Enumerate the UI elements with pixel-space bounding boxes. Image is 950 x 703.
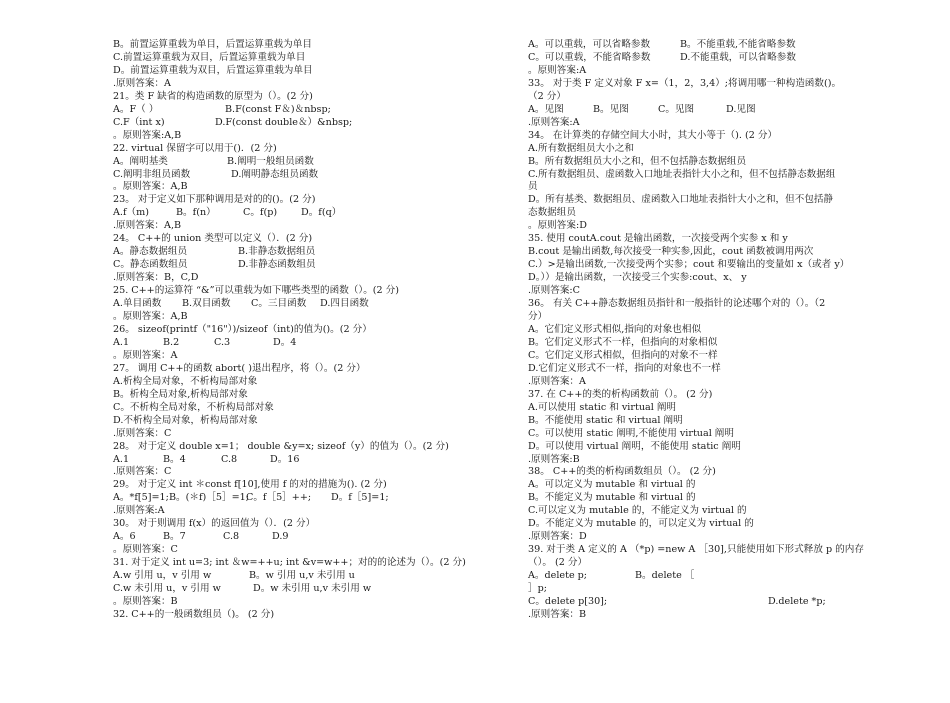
left-option-row	[113, 492, 475, 505]
option-cell: A。F（ ）	[113, 103, 159, 115]
option-cell: D。f(q）	[301, 207, 342, 219]
right-text-line: 39. 对于类 A 定义的 A （*p) =new A ［30],只能使用如下形式释放 p 的内存	[528, 544, 864, 556]
right-text-line: 33。 对于类 F 定义对象 F x=（1，2，3,4）;将调用哪一种构造函数()。	[528, 77, 842, 89]
left-text-line: D.不析构全局对象，析构局部对象	[113, 414, 258, 426]
right-text-line: D。））是输出函数，一次接受三个实参:cout、x、 y	[528, 272, 747, 284]
left-option-row	[113, 583, 475, 596]
right-text-line: D.它们定义形式不一样，指向的对象也不一样	[528, 362, 721, 374]
option-cell: D.9	[272, 531, 289, 543]
option-cell: A。*f[5]=1;	[113, 492, 169, 504]
left-option-row	[113, 454, 475, 467]
left-text-line: 21。类 F 缺省的构造函数的原型为（）。(2 分)	[113, 90, 313, 102]
right-text-line: B。所有数据组员大小之和，但不包括静态数据组员	[528, 155, 747, 167]
right-option-row	[528, 104, 873, 117]
option-cell: D.四目函数	[320, 298, 369, 310]
option-cell: D。4	[273, 336, 297, 348]
left-text-line: 。原则答案：A,B	[113, 181, 188, 193]
right-text-line: 36。 有关 C++静态数据组员指针和一般指针的论述哪个对的（）。（2	[528, 298, 826, 310]
right-text-line: B。不能使用 static 和 virtual 阐明	[528, 414, 683, 426]
option-cell: B.2	[163, 336, 180, 348]
option-cell: B。4	[163, 453, 186, 465]
right-text-line: （）。 (2 分）	[528, 557, 588, 569]
right-text-line: C。它们定义形式相似，但指向的对象不一样	[528, 349, 718, 361]
left-text-line: 。原则答案：A,B	[113, 311, 188, 323]
left-text-line: 24。 C++的 union 类型可以定义（）．(2 分)	[113, 233, 313, 245]
left-text-line: 。原则答案：C	[113, 544, 178, 556]
right-text-line: A.所有数据组员大小之和	[528, 142, 634, 154]
option-cell: A。阐明基类	[113, 155, 168, 167]
left-option-row	[113, 117, 475, 130]
option-cell: D。w 未引用 u,v 未引用 w	[253, 583, 372, 595]
left-option-row	[113, 156, 475, 169]
left-text-line: .原则答案：A	[113, 77, 171, 89]
option-cell: A.1	[113, 453, 130, 465]
left-option-row	[113, 259, 475, 272]
left-text-line: 28。 对于定义 double x=1； double &y=x; sizeof（y）的值为（）。(2 分)	[113, 440, 449, 452]
option-cell: D.阐明静态组员函数	[231, 168, 319, 180]
option-cell: B。(＊f)［5］=1;	[169, 492, 249, 504]
option-cell: B.阐明一般组员函数	[227, 155, 314, 167]
right-option-row	[528, 39, 873, 52]
left-option-row	[113, 246, 475, 259]
option-cell: A。静态数据组员	[113, 246, 188, 258]
left-text-line: 。原则答案：A	[113, 349, 178, 361]
option-cell: C.8	[223, 531, 240, 543]
left-text-line: A.析构全局对象，不析构局部对象	[113, 375, 258, 387]
option-cell: B。f(n）	[176, 207, 216, 219]
right-text-line: A。可以定义为 mutable 和 virtual 的	[528, 479, 696, 491]
right-text-line: 37. 在 C++的类的析构函数前（）。 (2 分)	[528, 388, 713, 400]
option-cell: C.3	[214, 336, 231, 348]
right-text-line: 。原则答案:D	[528, 220, 587, 232]
right-text-line: D。不能定义为 mutable 的，可以定义为 virtual 的	[528, 518, 754, 530]
left-text-line: 30。 对于则调用 f(x）的返回值为（）．(2 分）	[113, 518, 316, 530]
right-text-line: B.cout 是输出函数,每次接受一种实参,因此，cout 函数被调用两次	[528, 246, 814, 258]
left-text-line: .原则答案：C	[113, 427, 172, 439]
option-cell: D。f［5]=1;	[331, 492, 389, 504]
left-text-line: B。析构全局对象,析构局部对象	[113, 388, 248, 400]
left-text-line: C。不析构全局对象，不析构局部对象	[113, 401, 274, 413]
left-option-row	[113, 298, 475, 311]
option-cell: C。可以重载，不能省略参数	[528, 51, 651, 63]
option-cell: A.1	[113, 336, 130, 348]
option-cell: C。f［5］++;	[246, 492, 312, 504]
option-cell: C.阐明非组员函数	[113, 168, 191, 180]
option-cell: B。见图	[593, 103, 629, 115]
option-cell: A。见图	[528, 103, 564, 115]
right-text-line: 。原则答案:A	[528, 64, 587, 76]
left-text-line: 。原则答案:A,B	[113, 129, 182, 141]
right-text-line: .原则答案：A	[528, 375, 586, 387]
option-cell: D.见图	[726, 103, 756, 115]
option-cell: C。f(p)	[243, 207, 278, 219]
left-text-line: .原则答案：A,B	[113, 220, 182, 232]
left-text-line: 26。 sizeof(printf（"16"）)/sizeof（int)的值为()。(2 分）	[113, 323, 372, 335]
option-cell: A.w 引用 u，v 引用 w	[113, 570, 212, 582]
option-cell: B。7	[163, 531, 186, 543]
option-cell: C。见图	[658, 103, 695, 115]
left-text-line: D。前置运算重载为双目，后置运算重载为单目	[113, 64, 313, 76]
option-cell: D.delete *p;	[768, 595, 826, 607]
right-text-line: C.所有数据组员、虚函数入口地址表指针大小之和，但不包括静态数据组	[528, 168, 836, 180]
option-cell: C。静态函数组员	[113, 259, 188, 271]
option-cell: B.双目函数	[182, 298, 231, 310]
right-text-line: .原则答案:C	[528, 285, 580, 297]
right-text-line: .原则答案:A	[528, 116, 580, 128]
right-text-line: （2 分）	[528, 90, 566, 102]
right-text-line: .原则答案:B	[528, 453, 580, 465]
right-text-line: B。不能定义为 mutable 和 virtual 的	[528, 492, 696, 504]
left-text-line: 27。 调用 C++的函数 abort( )退出程序，将（）。(2 分）	[113, 362, 366, 374]
option-cell: A。可以重载，可以省略参数	[528, 39, 651, 50]
option-cell: B.非静态数据组员	[238, 246, 316, 258]
right-text-line: 35. 使用 coutA.cout 是输出函数，一次接受两个实参 x 和 y	[528, 233, 788, 245]
right-text-line: C.可以定义为 mutable 的，不能定义为 virtual 的	[528, 505, 747, 517]
option-cell: B。w 引用 u,v 未引用 u	[249, 570, 355, 582]
left-text-line: 25. C++的运算符 “&”可以重载为如下哪些类型的函数（）。(2 分)	[113, 285, 400, 297]
option-cell: C.8	[221, 453, 238, 465]
left-text-line: 。原则答案：B	[113, 595, 178, 607]
option-cell: B。不能重载,不能省略参数	[680, 39, 796, 50]
left-option-row	[113, 169, 475, 182]
right-text-line: 分）	[528, 311, 548, 323]
option-cell: C。delete p[30];	[528, 595, 608, 607]
left-text-line: 32. C++的一般函数组员（)。 (2 分)	[113, 608, 275, 620]
right-text-line: 34。 在计算类的存储空间大小时，其大小等于（). (2 分）	[528, 129, 778, 141]
left-column	[113, 39, 475, 622]
option-cell: D.非静态函数组员	[238, 259, 316, 271]
right-text-line: D。可以使用 virtual 阐明，不能使用 static 阐明	[528, 440, 741, 452]
right-text-line: C.）>是输出函数,一次接受两个实参；cout 和要输出的变量如 x（或者 y）	[528, 259, 850, 271]
right-text-line: 38。 C++的类的析构函数组员（）。 (2 分)	[528, 466, 716, 478]
left-text-line: 31. 对于定义 int u=3; int ＆w=++u; int &v=w++；对的的论述为（）。(2 分)	[113, 557, 466, 569]
left-option-row	[113, 531, 475, 544]
right-text-line: A。它们定义形式相似,指向的对象也相似	[528, 323, 702, 335]
right-option-row	[528, 52, 873, 65]
left-option-row	[113, 104, 475, 117]
left-text-line: 22. virtual 保留字可以用于()．(2 分)	[113, 142, 277, 154]
left-text-line: C.前置运算重载为双目，后置运算重载为单目	[113, 51, 306, 63]
right-text-line: .原则答案：D	[528, 531, 587, 543]
right-text-line: D。所有基类、数据组员、虚函数入口地址表指针大小之和，但不包括静	[528, 194, 834, 206]
right-text-line: A.可以使用 static 和 virtual 阐明	[528, 401, 677, 413]
left-text-line: .原则答案：B，C,D	[113, 272, 199, 284]
left-text-line: 23。 对于定义如下那种调用是对的的()。(2 分)	[113, 194, 316, 206]
right-option-row	[528, 570, 873, 583]
left-option-row	[113, 570, 475, 583]
option-cell: C。三目函数	[251, 298, 307, 310]
left-text-line: .原则答案:A	[113, 505, 165, 517]
option-cell: B。delete ［	[635, 570, 695, 582]
left-option-row	[113, 337, 475, 350]
option-cell: D.不能重载，可以省略参数	[680, 51, 796, 63]
right-text-line: .原则答案：B	[528, 608, 587, 620]
left-text-line: 29。 对于定义 int ＊const f[10],使用 f 的对的措施为(). (2 分)	[113, 479, 387, 491]
right-text-line: B。它们定义形式不一样，但指向的对象相似	[528, 336, 718, 348]
option-cell: A。6	[113, 531, 136, 543]
right-column	[528, 39, 873, 622]
option-cell: C.w 未引用 u，v 引用 w	[113, 583, 221, 595]
option-cell: D.F(const double＆）&nbsp;	[215, 116, 353, 128]
left-option-row	[113, 207, 475, 220]
option-cell: A.f（m)	[113, 207, 149, 219]
right-text-line: C。可以使用 static 阐明,不能使用 virtual 阐明	[528, 427, 734, 439]
left-text-line: .原则答案：C	[113, 466, 172, 478]
right-text-line: ］p;	[528, 583, 547, 595]
option-cell: C.F（int x)	[113, 116, 165, 128]
right-option-row	[528, 596, 873, 609]
option-cell: D。16	[270, 453, 300, 465]
option-cell: A.单目函数	[113, 298, 162, 310]
option-cell: B.F(const F＆)＆nbsp;	[225, 103, 331, 115]
left-text-line: B。前置运算重载为单目，后置运算重载为单目	[113, 39, 312, 50]
right-text-line: 态数据组员	[528, 207, 576, 219]
right-text-line: 员	[528, 181, 538, 193]
option-cell: A。delete p;	[528, 570, 588, 582]
